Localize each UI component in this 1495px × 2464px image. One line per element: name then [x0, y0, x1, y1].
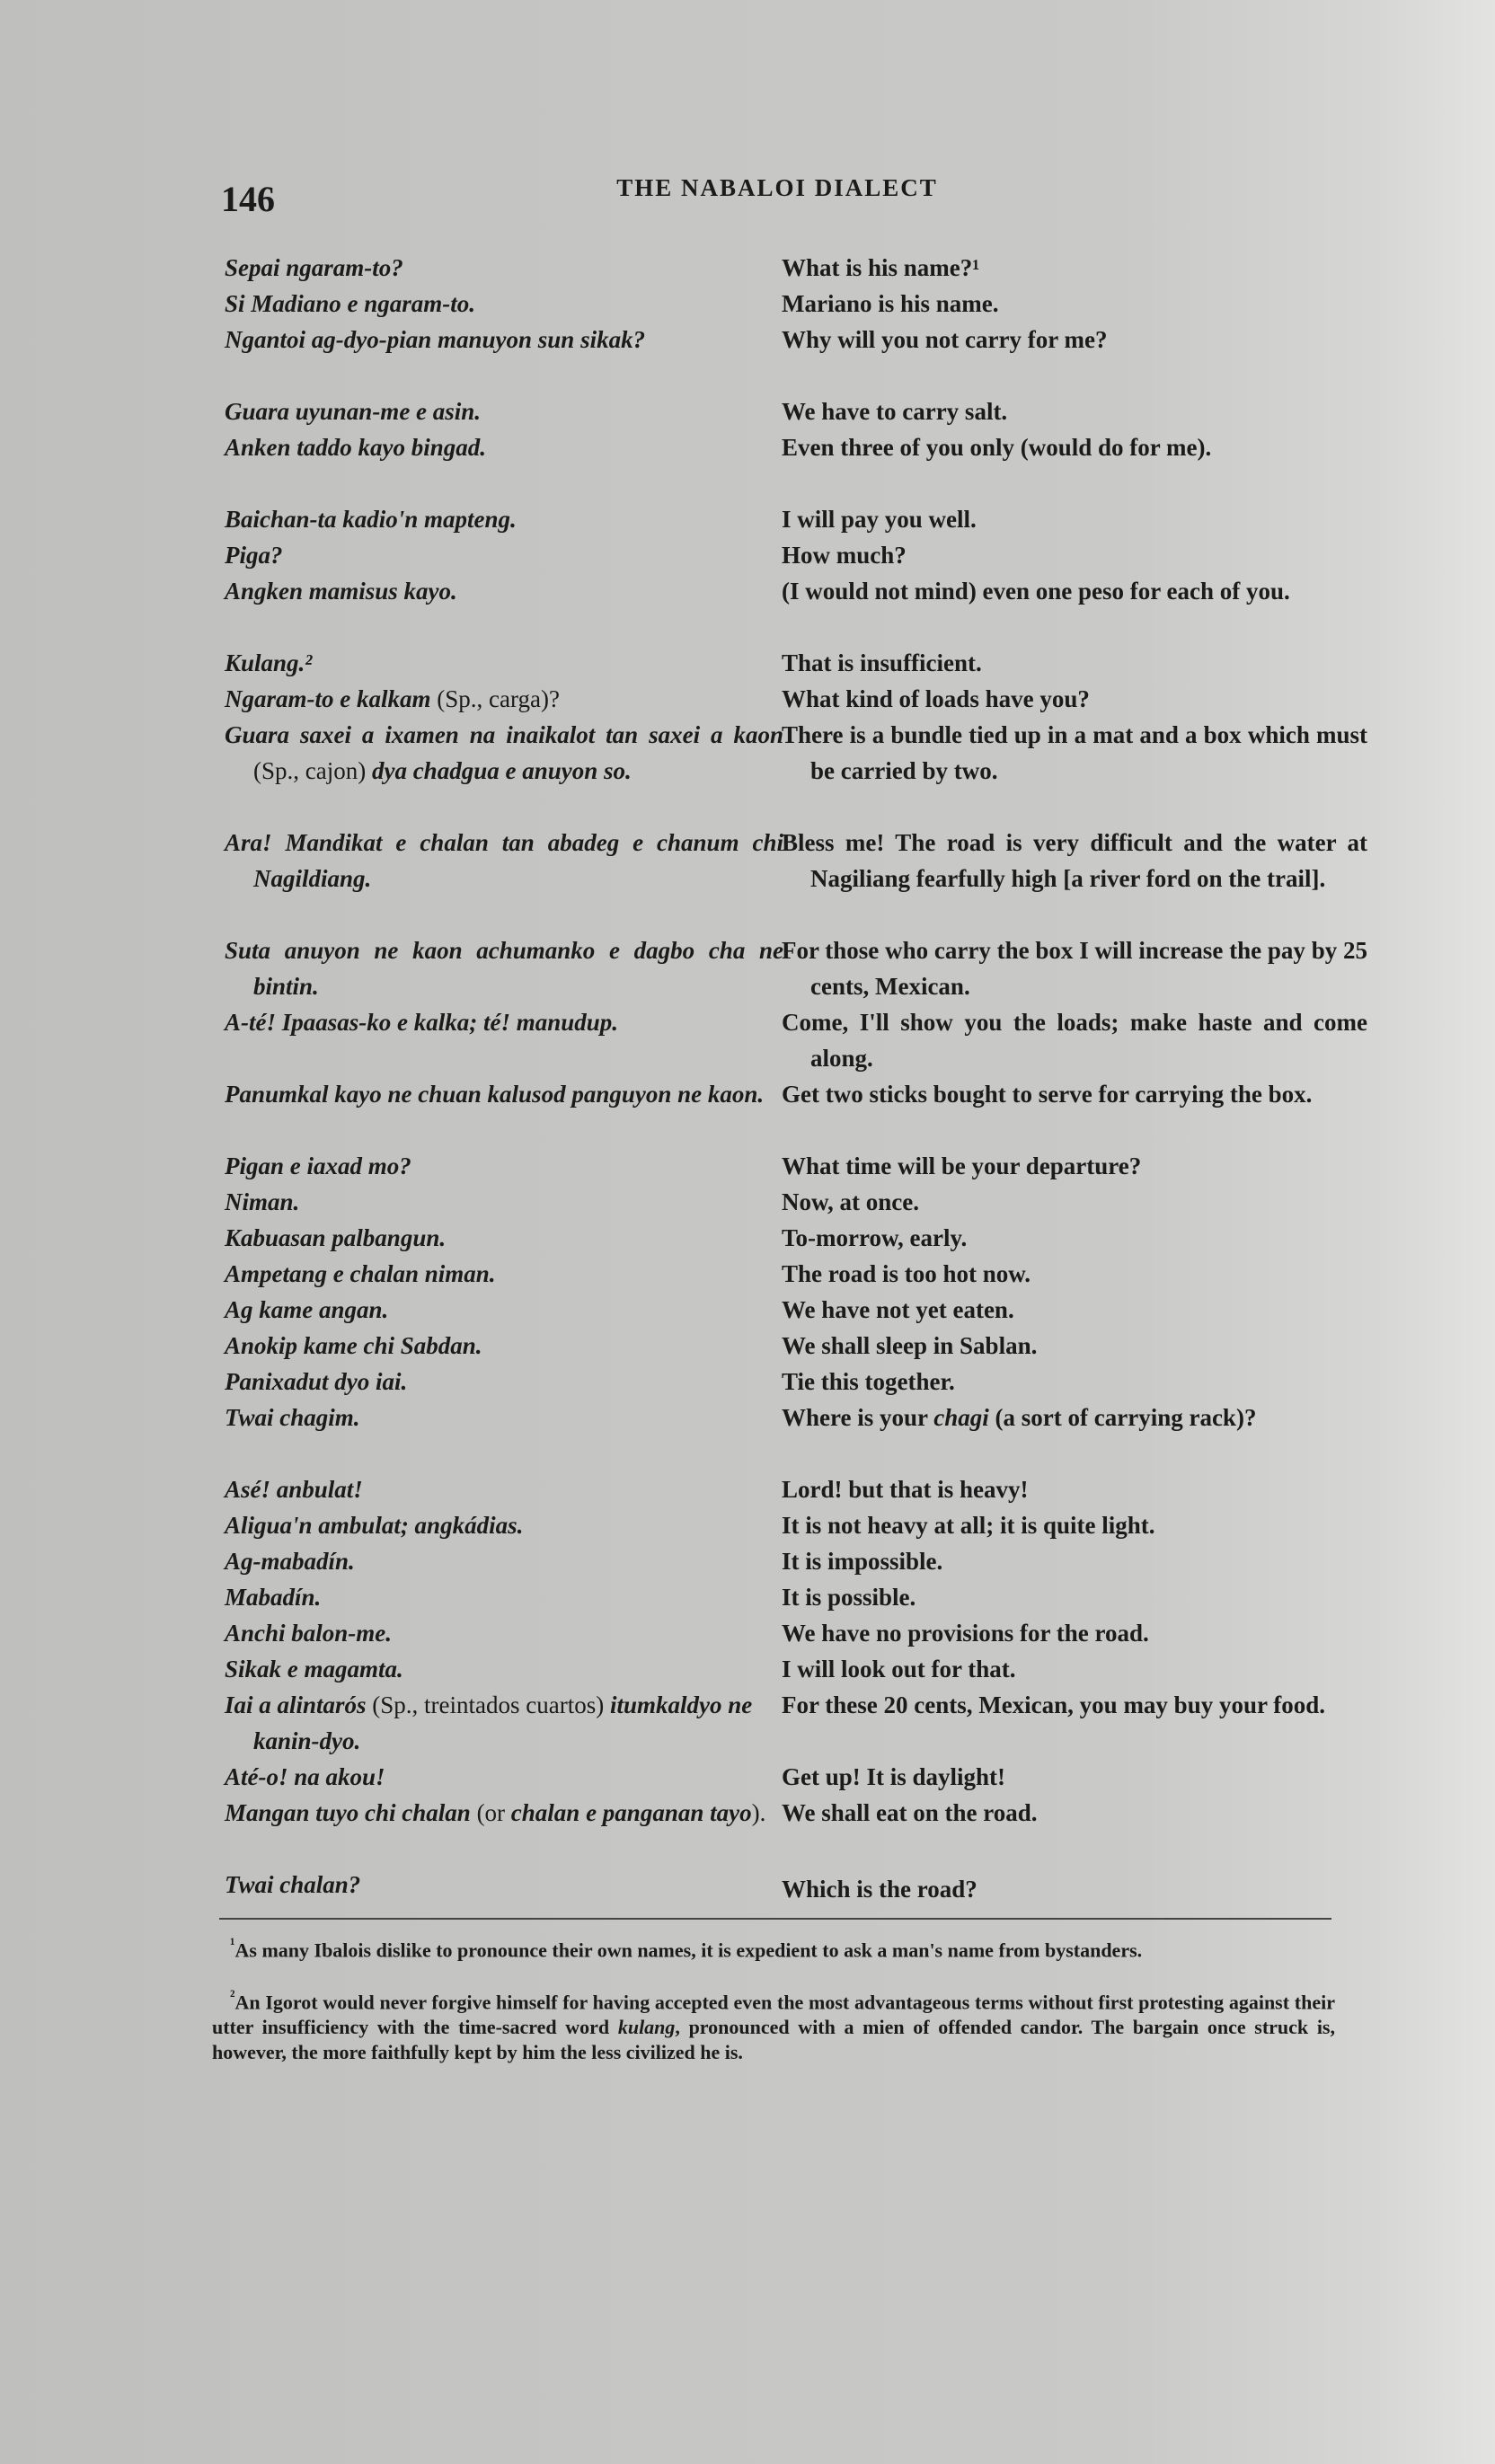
english-translation: Now, at once. — [782, 1188, 919, 1215]
nabaloi-phrase: Guara uyunan-me e asin. — [225, 398, 482, 425]
nabaloi-phrase: Anokip kame chi Sabdan. — [225, 1332, 482, 1359]
nabaloi-phrase: Guara saxei a ixamen na inaikalot tan saxei a kaon (Sp., cajon) dya chadgua e anuyon so. — [225, 721, 783, 784]
english-translation: I will pay you well. — [782, 506, 977, 533]
english-translation: Even three of you only (would do for me). — [782, 434, 1212, 461]
nabaloi-phrase: Mangan tuyo chi chalan (or chalan e panganan tayo). — [225, 1799, 766, 1826]
english-translation: Why will you not carry for me? — [782, 326, 1108, 353]
nabaloi-phrase: Ngantoi ag-dyo-pian manuyon sun sikak? — [225, 326, 646, 353]
english-translation: (I would not mind) even one peso for each of you. — [782, 578, 1290, 605]
english-translation: Where is your chagi (a sort of carrying rack)? — [782, 1404, 1257, 1431]
nabaloi-phrase: Kulang.² — [225, 649, 313, 676]
running-head: THE NABALOI DIALECT — [616, 174, 938, 201]
nabaloi-phrase: Piga? — [225, 542, 283, 569]
nabaloi-phrase: Baichan-ta kadio'n mapteng. — [225, 506, 517, 533]
english-translation: We have to carry salt. — [782, 398, 1008, 425]
english-translation: We have not yet eaten. — [782, 1296, 1014, 1323]
english-translation: Which is the road? — [782, 1876, 978, 1903]
english-translation: It is possible. — [782, 1584, 916, 1611]
nabaloi-phrase: Ag kame angan. — [225, 1296, 389, 1323]
nabaloi-phrase: Iai a alintarós (Sp., treintados cuartos) itumkaldyo ne kanin-dyo. — [225, 1691, 753, 1754]
nabaloi-phrase: Pigan e iaxad mo? — [225, 1153, 411, 1179]
nabaloi-phrase: Ara! Mandikat e chalan tan abadeg e chanum chi Nagildiang. — [225, 829, 783, 892]
english-translation: Get up! It is daylight! — [782, 1763, 1006, 1790]
nabaloi-phrase: Si Madiano e ngaram-to. — [225, 290, 476, 317]
nabaloi-phrase: Asé! anbulat! — [225, 1476, 363, 1503]
english-translation: We shall sleep in Sablan. — [782, 1332, 1038, 1359]
english-translation: I will look out for that. — [782, 1656, 1016, 1682]
nabaloi-phrase: Panumkal kayo ne chuan kalusod panguyon ne kaon. — [225, 1081, 765, 1108]
nabaloi-phrase: Angken mamisus kayo. — [225, 578, 457, 605]
english-translation: For those who carry the box I will increase the pay by 25 cents, Mexican. — [782, 937, 1367, 1000]
footnote: $^{^2}$An Igorot would never forgive himself for having accepted even the most advantageous terms without first protesting against their utter insufficiency with the time-sacred word kulang, pronounced with a mien of offended candor. The bargain once struck is, however, the more faithfully kept by him the less civilized he is. — [212, 1987, 1335, 2064]
english-translation: It is impossible. — [782, 1548, 943, 1575]
nabaloi-phrase: Niman. — [225, 1188, 300, 1215]
english-translation: Get two sticks bought to serve for carrying the box. — [782, 1081, 1313, 1108]
english-translation: Lord! but that is heavy! — [782, 1476, 1029, 1503]
footnote-divider — [219, 1918, 1331, 1920]
nabaloi-phrase: Ag-mabadín. — [225, 1548, 355, 1575]
english-translation: Tie this together. — [782, 1368, 955, 1395]
nabaloi-phrase: Mabadín. — [225, 1584, 322, 1611]
nabaloi-phrase: Twai chagim. — [225, 1404, 360, 1431]
nabaloi-phrase: Ampetang e chalan niman. — [225, 1260, 496, 1287]
english-translation: There is a bundle tied up in a mat and a box which must be carried by two. — [782, 721, 1367, 784]
english-translation: What time will be your departure? — [782, 1153, 1142, 1179]
nabaloi-phrase: Até-o! na akou! — [225, 1763, 385, 1790]
english-translation: For these 20 cents, Mexican, you may buy your food. — [782, 1691, 1325, 1718]
english-translation: What kind of loads have you? — [782, 685, 1090, 712]
nabaloi-phrase: Sikak e magamta. — [225, 1656, 403, 1682]
nabaloi-phrase: Aligua'n ambulat; angkádias. — [225, 1512, 524, 1539]
english-translation: We have no provisions for the road. — [782, 1620, 1149, 1647]
english-translation: How much? — [782, 542, 907, 569]
english-translation: Bless me! The road is very difficult and the water at Nagiliang fearfully high [a river ford on the trail]. — [782, 829, 1367, 892]
english-translation: Mariano is his name. — [782, 290, 999, 317]
nabaloi-phrase: Panixadut dyo iai. — [225, 1368, 408, 1395]
nabaloi-phrase: Kabuasan palbangun. — [225, 1224, 447, 1251]
english-translation: That is insufficient. — [782, 649, 982, 676]
english-translation: Come, I'll show you the loads; make haste and come along. — [782, 1009, 1367, 1072]
english-translation: It is not heavy at all; it is quite light. — [782, 1512, 1155, 1539]
nabaloi-phrase: Suta anuyon ne kaon achumanko e dagbo cha ne bintin. — [225, 937, 783, 1000]
nabaloi-phrase: Ngaram-to e kalkam (Sp., carga)? — [225, 685, 560, 712]
english-translation: We shall eat on the road. — [782, 1799, 1038, 1826]
nabaloi-phrase: Anchi balon-me. — [225, 1620, 393, 1647]
page-number: 146 — [221, 179, 275, 219]
english-translation: To-morrow, early. — [782, 1224, 968, 1251]
english-translation: The road is too hot now. — [782, 1260, 1031, 1287]
nabaloi-phrase: Twai chalan? — [225, 1871, 361, 1898]
footnote: $^{^1}$As many Ibalois dislike to pronounce their own names, it is expedient to ask a man's name from bystanders. — [230, 1935, 1143, 1962]
english-translation: What is his name?¹ — [782, 254, 980, 281]
nabaloi-phrase: Anken taddo kayo bingad. — [225, 434, 487, 461]
nabaloi-phrase: Sepai ngaram-to? — [225, 254, 403, 281]
nabaloi-phrase: A-té! Ipaasas-ko e kalka; té! manudup. — [225, 1009, 619, 1036]
